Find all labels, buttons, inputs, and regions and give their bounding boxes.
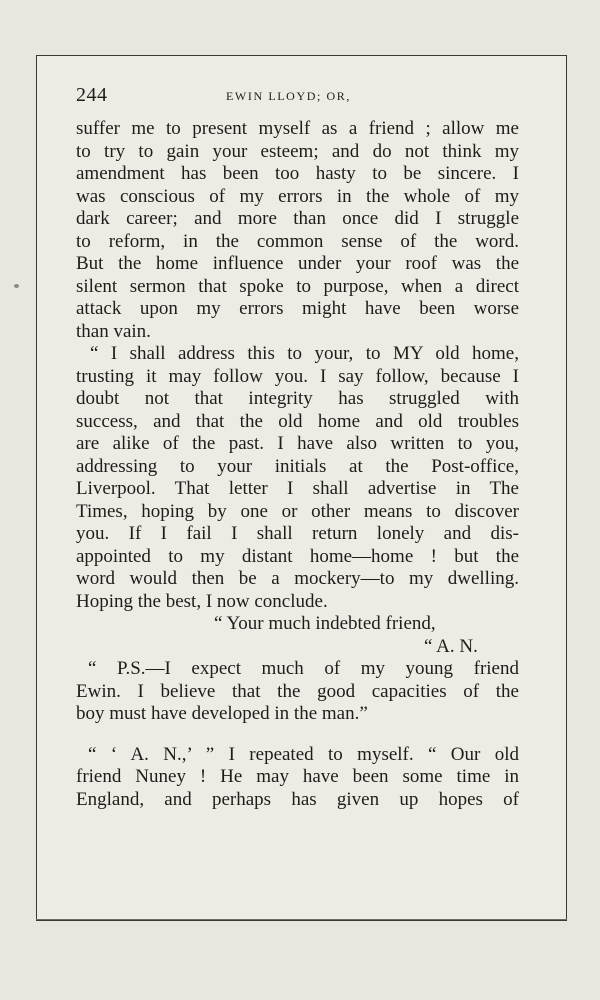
text-line: “ ‘ A. N.,’ ” I repeated to myself. “ Our old [88,743,519,765]
text-line: Hoping the best, I now conclude. [76,590,328,612]
closing-line: “ Your much indebted friend, [214,613,436,634]
text-line: success, and that the old home and old troubles [76,410,519,432]
postscript-line: boy must have developed in the man.” [76,703,368,724]
text-line: to reform, in the common sense of the word. [76,230,519,252]
text-line: Times, hoping by one or other means to discover [76,500,519,522]
text-line: to try to gain your esteem; and do not think my [76,140,519,162]
text-line: word would then be a mockery—to my dwelling. [76,568,519,589]
text-line: But the home influence under your roof was the [76,253,519,274]
text-line: silent sermon that spoke to purpose, when a direct [76,275,519,297]
text-line: attack upon my errors might have been worse [76,298,519,319]
text-line: addressing to your initials at the Post-office, [76,455,519,477]
text-line: amendment has been too hasty to be sincere. I [76,163,519,184]
postscript-line: Ewin. I believe that the good capacities of the [76,680,519,702]
text-line: friend Nuney ! He may have been some time in [76,766,519,787]
running-head: EWIN LLOYD; OR, [226,89,351,103]
text-line: are alike of the past. I have also written to you, [76,433,519,454]
text-line: doubt not that integrity has struggled with [76,388,519,409]
bottom-rule [36,919,567,921]
text-line: was conscious of my errors in the whole of my [76,185,519,207]
paper-mark [14,284,19,288]
text-line: trusting it may follow you. I say follow, because I [76,365,519,387]
postscript-line: “ P.S.—I expect much of my young friend [88,658,519,679]
text-line: “ I shall address this to your, to MY old home, [90,343,519,364]
page-number: 244 [76,84,108,106]
signature-line: “ A. N. [424,635,478,657]
text-line: you. If I fail I shall return lonely and dis- [76,523,519,544]
book-text [76,118,519,811]
text-line: than vain. [76,320,151,342]
text-line: suffer me to present myself as a friend ; allow me [76,118,519,139]
paragraph-gap [76,726,519,744]
text-line: dark career; and more than once did I struggle [76,208,519,229]
text-line: Liverpool. That letter I shall advertise in The [76,478,519,499]
text-line: appointed to my distant home—home ! but the [76,545,519,567]
page-header [76,84,519,108]
text-line: England, and perhaps has given up hopes of [76,788,519,810]
